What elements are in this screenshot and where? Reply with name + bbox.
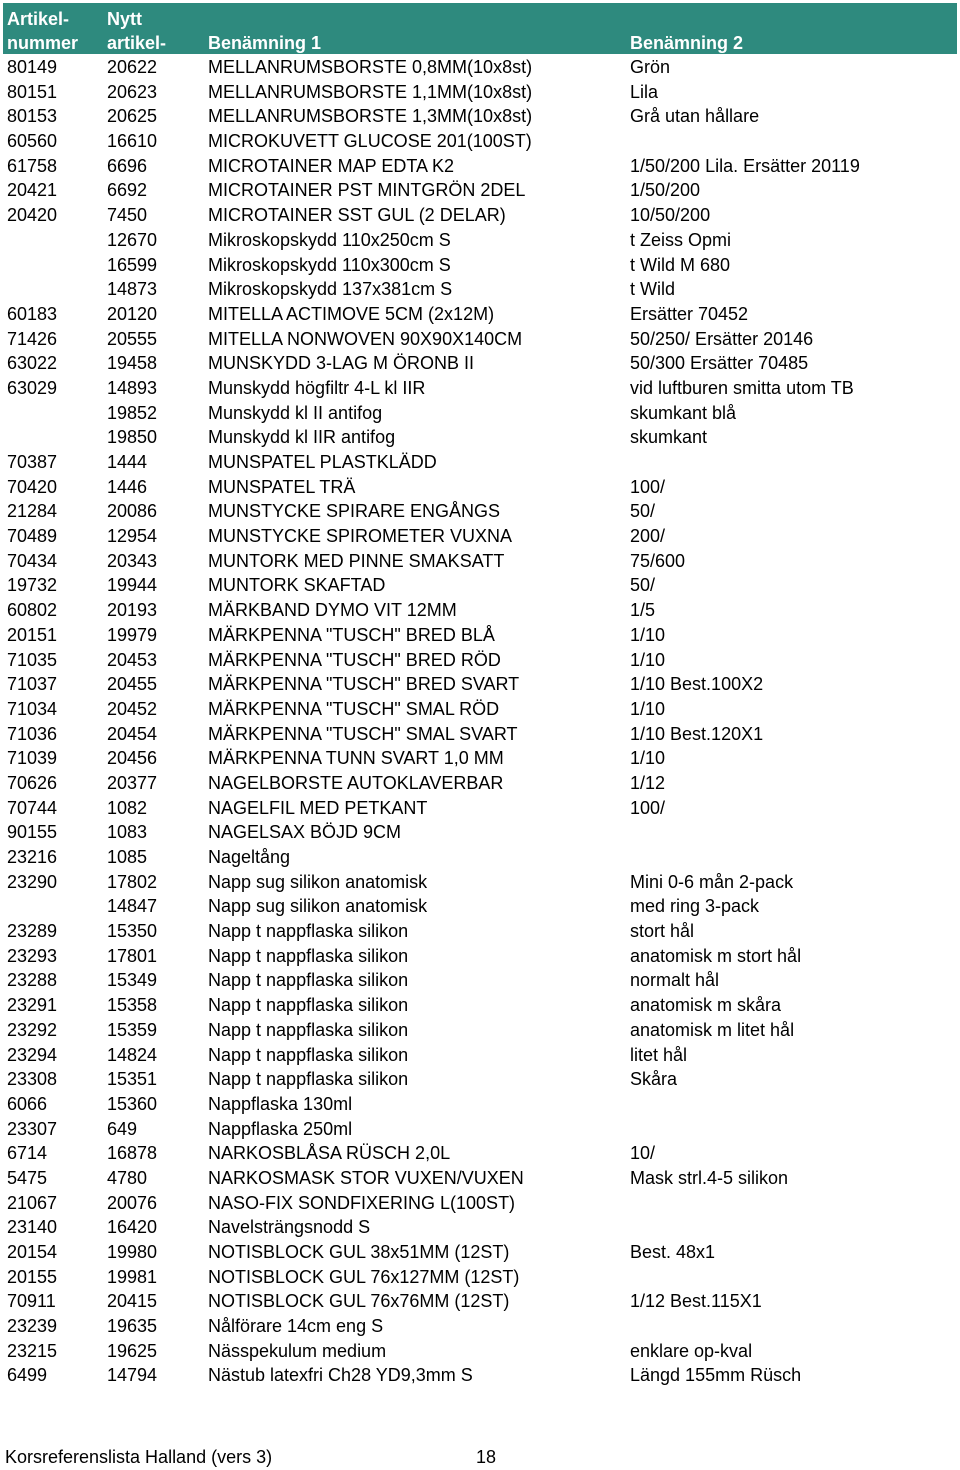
table-row <box>0 277 960 302</box>
description-1-cell: NASO-FIX SONDFIXERING L(100ST) <box>208 1192 516 1213</box>
description-1-cell: Mikroskopskydd 110x250cm S <box>208 229 451 250</box>
table-row <box>0 253 960 278</box>
table-row <box>0 129 960 154</box>
description-1-cell: Nålförare 14cm eng S <box>208 1316 384 1337</box>
table-row <box>0 870 960 895</box>
footer-title: Korsreferenslista Halland (vers 3) <box>5 1447 273 1467</box>
description-2-cell: 1/5 <box>630 600 656 621</box>
description-1-cell: Nappflaska 250ml <box>208 1118 353 1139</box>
description-2-cell: 50/ <box>630 575 656 596</box>
description-1-cell: Nästub latexfri Ch28 YD9,3mm S <box>208 1365 473 1386</box>
new-article-number-cell: 14873 <box>107 279 158 300</box>
description-2-cell: 100/ <box>630 476 666 497</box>
description-1-cell: MÄRKBAND DYMO VIT 12MM <box>208 600 457 621</box>
new-article-number-cell: 15359 <box>107 1019 158 1040</box>
description-1-cell: Mikroskopskydd 137x381cm S <box>208 279 453 300</box>
new-article-number-cell: 20452 <box>107 698 158 719</box>
table-row <box>0 919 960 944</box>
description-1-cell: MUNSTYCKE SPIROMETER VUXNA <box>208 526 513 547</box>
table-row <box>0 894 960 919</box>
description-1-cell: MUNSPATEL TRÄ <box>208 476 356 497</box>
header-col1-line1: Artikel- <box>7 9 70 29</box>
table-row <box>0 351 960 376</box>
table-row <box>0 104 960 129</box>
description-2-cell: 10/ <box>630 1143 656 1164</box>
description-1-cell: MUNTORK MED PINNE SMAKSATT <box>208 550 505 571</box>
description-2-cell: Grön <box>630 57 671 77</box>
table-row <box>0 55 960 80</box>
new-article-number-cell: 14893 <box>107 377 158 398</box>
description-1-cell: NAGELFIL MED PETKANT <box>208 797 428 818</box>
table-row <box>0 154 960 179</box>
old-article-number-cell: 90155 <box>7 822 58 843</box>
old-article-number-cell: 20151 <box>7 624 58 645</box>
new-article-number-cell: 20453 <box>107 649 158 670</box>
new-article-number-cell: 19944 <box>107 575 158 596</box>
table-row <box>0 623 960 648</box>
new-article-number-cell: 19625 <box>107 1340 158 1361</box>
description-1-cell: Napp t nappflaska silikon <box>208 1044 409 1065</box>
description-1-cell: Napp sug silikon anatomisk <box>208 871 428 892</box>
table-row <box>0 327 960 352</box>
old-article-number-cell: 70626 <box>7 772 58 793</box>
new-article-number-cell: 20193 <box>107 600 158 621</box>
table-row <box>0 228 960 253</box>
description-1-cell: Munskydd kl IIR antifog <box>208 427 396 448</box>
description-2-cell: Best. 48x1 <box>630 1242 716 1262</box>
description-2-cell: litet hål <box>630 1044 688 1065</box>
description-2-cell: 1/50/200 <box>630 180 701 201</box>
table-row <box>0 1117 960 1142</box>
table-row <box>0 1215 960 1240</box>
description-1-cell: Napp t nappflaska silikon <box>208 970 409 991</box>
old-article-number-cell: 70387 <box>7 452 58 472</box>
new-article-number-cell: 20086 <box>107 501 158 522</box>
table-row <box>0 1265 960 1290</box>
footer-page-number: 18 <box>476 1447 497 1467</box>
table-row <box>0 1043 960 1068</box>
description-1-cell: MÄRKPENNA "TUSCH" SMAL SVART <box>208 723 518 744</box>
table-row <box>0 178 960 203</box>
description-2-cell: 50/ <box>630 501 656 522</box>
old-article-number-cell: 80153 <box>7 106 58 127</box>
new-article-number-cell: 19852 <box>107 402 158 423</box>
description-1-cell: MÄRKPENNA "TUSCH" BRED RÖD <box>208 649 501 670</box>
description-2-cell: 1/10 Best.120X1 <box>630 723 764 744</box>
description-1-cell: MÄRKPENNA "TUSCH" SMAL RÖD <box>208 698 500 719</box>
table-row <box>0 1067 960 1092</box>
new-article-number-cell: 20625 <box>107 106 158 127</box>
old-article-number-cell: 6499 <box>7 1365 48 1386</box>
description-2-cell: t Zeiss Opmi <box>630 229 732 250</box>
header-col4: Benämning 2 <box>630 33 744 53</box>
old-article-number-cell: 23239 <box>7 1316 58 1337</box>
old-article-number-cell: 20421 <box>7 180 58 201</box>
description-2-cell: normalt hål <box>630 970 720 991</box>
old-article-number-cell: 63022 <box>7 353 58 374</box>
description-1-cell: MICROTAINER SST GUL (2 DELAR) <box>208 205 506 226</box>
table-body <box>0 55 960 1388</box>
description-1-cell: NARKOSBLÅSA RÜSCH 2,0L <box>208 1143 451 1164</box>
new-article-number-cell: 12670 <box>107 229 158 250</box>
description-1-cell: Nageltång <box>208 847 291 867</box>
header-col1-line2: nummer <box>7 33 79 53</box>
old-article-number-cell: 5475 <box>7 1167 48 1188</box>
new-article-number-cell: 17801 <box>107 945 158 966</box>
header-col2-line1: Nytt <box>107 9 142 29</box>
description-1-cell: MICROTAINER MAP EDTA K2 <box>208 155 455 176</box>
table-row <box>0 302 960 327</box>
description-2-cell: skumkant blå <box>630 402 737 423</box>
old-article-number-cell: 80149 <box>7 57 58 77</box>
description-2-cell: 1/10 <box>630 748 666 769</box>
table-row <box>0 1141 960 1166</box>
description-2-cell: med ring 3-pack <box>630 896 760 917</box>
description-1-cell: Nappflaska 130ml <box>208 1093 353 1114</box>
table-row <box>0 598 960 623</box>
table-row <box>0 549 960 574</box>
description-2-cell: skumkant <box>630 427 708 448</box>
old-article-number-cell: 71036 <box>7 723 58 744</box>
description-1-cell: MITELLA NONWOVEN 90X90X140CM <box>208 328 523 349</box>
table-row <box>0 524 960 549</box>
old-article-number-cell: 23215 <box>7 1340 58 1361</box>
table-row <box>0 845 960 870</box>
old-article-number-cell: 71426 <box>7 328 58 349</box>
old-article-number-cell: 23288 <box>7 970 58 991</box>
table-row <box>0 648 960 673</box>
new-article-number-cell: 16610 <box>107 131 158 152</box>
new-article-number-cell: 17802 <box>107 871 158 892</box>
old-article-number-cell: 63029 <box>7 377 58 398</box>
description-2-cell: anatomisk m stort hål <box>630 945 802 966</box>
new-article-number-cell: 7450 <box>107 205 148 226</box>
description-1-cell: MÄRKPENNA TUNN SVART 1,0 MM <box>208 748 504 769</box>
table-row <box>0 450 960 475</box>
description-2-cell: enklare op-kval <box>630 1340 753 1361</box>
table-row <box>0 573 960 598</box>
new-article-number-cell: 15360 <box>107 1093 158 1114</box>
description-2-cell: 1/10 <box>630 624 666 645</box>
description-1-cell: NARKOSMASK STOR VUXEN/VUXEN <box>208 1167 524 1188</box>
table-row <box>0 697 960 722</box>
table-row <box>0 968 960 993</box>
new-article-number-cell: 20343 <box>107 550 158 571</box>
description-2-cell: stort hål <box>630 921 695 942</box>
new-article-number-cell: 1082 <box>107 797 148 818</box>
new-article-number-cell: 20622 <box>107 57 158 77</box>
table-row <box>0 993 960 1018</box>
description-1-cell: MELLANRUMSBORSTE 1,3MM(10x8st) <box>208 106 533 127</box>
old-article-number-cell: 60183 <box>7 303 58 324</box>
description-2-cell: 1/10 <box>630 698 666 719</box>
new-article-number-cell: 15349 <box>107 970 158 991</box>
description-2-cell: 50/300 Ersätter 70485 <box>630 353 809 374</box>
new-article-number-cell: 14794 <box>107 1365 158 1386</box>
old-article-number-cell: 60802 <box>7 600 58 621</box>
table-row <box>0 1018 960 1043</box>
new-article-number-cell: 15351 <box>107 1069 158 1090</box>
old-article-number-cell: 23289 <box>7 921 58 942</box>
description-1-cell: MUNSTYCKE SPIRARE ENGÅNGS <box>208 501 501 522</box>
new-article-number-cell: 1444 <box>107 452 148 472</box>
old-article-number-cell: 19732 <box>7 575 58 596</box>
old-article-number-cell: 71034 <box>7 698 58 719</box>
description-1-cell: Napp t nappflaska silikon <box>208 1069 409 1090</box>
new-article-number-cell: 14824 <box>107 1044 158 1065</box>
description-1-cell: MUNTORK SKAFTAD <box>208 575 386 596</box>
old-article-number-cell: 70911 <box>7 1291 56 1312</box>
new-article-number-cell: 19979 <box>107 624 158 645</box>
description-2-cell: 1/12 Best.115X1 <box>630 1291 762 1312</box>
old-article-number-cell: 71035 <box>7 649 58 670</box>
old-article-number-cell: 21067 <box>7 1192 58 1213</box>
description-2-cell: 1/10 Best.100X2 <box>630 674 764 695</box>
description-2-cell: t Wild <box>630 279 675 300</box>
new-article-number-cell: 20415 <box>107 1291 158 1312</box>
old-article-number-cell: 23307 <box>7 1118 58 1139</box>
new-article-number-cell: 20455 <box>107 674 158 695</box>
old-article-number-cell: 6714 <box>7 1143 48 1164</box>
old-article-number-cell: 23292 <box>7 1019 58 1040</box>
table-row <box>0 1289 960 1314</box>
description-2-cell: 75/600 <box>630 550 686 571</box>
description-1-cell: MICROKUVETT GLUCOSE 201(100ST) <box>208 131 532 152</box>
old-article-number-cell: 70489 <box>7 526 58 547</box>
table-row <box>0 820 960 845</box>
new-article-number-cell: 16878 <box>107 1143 158 1164</box>
description-2-cell: anatomisk m litet hål <box>630 1019 795 1040</box>
description-1-cell: MELLANRUMSBORSTE 0,8MM(10x8st) <box>208 57 533 77</box>
description-1-cell: Napp t nappflaska silikon <box>208 995 409 1016</box>
table-row <box>0 944 960 969</box>
description-2-cell: Skåra <box>630 1069 678 1090</box>
description-1-cell: Napp sug silikon anatomisk <box>208 896 428 917</box>
table-row <box>0 425 960 450</box>
new-article-number-cell: 16420 <box>107 1217 158 1238</box>
new-article-number-cell: 6692 <box>107 180 148 201</box>
table-row <box>0 746 960 771</box>
description-1-cell: MÄRKPENNA "TUSCH" BRED BLÅ <box>208 624 495 645</box>
description-1-cell: NOTISBLOCK GUL 76x127MM (12ST) <box>208 1266 520 1287</box>
table-row <box>0 1191 960 1216</box>
old-article-number-cell: 70744 <box>7 797 58 818</box>
new-article-number-cell: 20555 <box>107 328 158 349</box>
description-1-cell: NAGELSAX BÖJD 9CM <box>208 822 402 843</box>
new-article-number-cell: 14847 <box>107 896 158 917</box>
description-1-cell: Napp t nappflaska silikon <box>208 945 409 966</box>
table-row <box>0 80 960 105</box>
new-article-number-cell: 1446 <box>107 476 148 497</box>
description-2-cell: 50/250/ Ersätter 20146 <box>630 328 814 349</box>
table-row <box>0 722 960 747</box>
old-article-number-cell: 20154 <box>7 1242 58 1262</box>
header-col2-line2: artikel- <box>107 33 167 53</box>
description-2-cell: 10/50/200 <box>630 205 711 226</box>
new-article-number-cell: 19458 <box>107 353 158 374</box>
old-article-number-cell: 70420 <box>7 476 58 497</box>
new-article-number-cell: 1085 <box>107 847 148 867</box>
old-article-number-cell: 71037 <box>7 674 58 695</box>
description-2-cell: Mask strl.4-5 silikon <box>630 1167 789 1188</box>
new-article-number-cell: 20623 <box>107 81 158 102</box>
table-row <box>0 1339 960 1364</box>
table-row <box>0 203 960 228</box>
old-article-number-cell: 23290 <box>7 871 58 892</box>
new-article-number-cell: 4780 <box>107 1167 148 1188</box>
description-2-cell: 200/ <box>630 526 666 547</box>
new-article-number-cell: 20456 <box>107 748 158 769</box>
new-article-number-cell: 1083 <box>107 822 148 843</box>
description-2-cell: anatomisk m skåra <box>630 995 782 1016</box>
table-row <box>0 672 960 697</box>
header-col3: Benämning 1 <box>208 33 322 53</box>
description-1-cell: NAGELBORSTE AUTOKLAVERBAR <box>208 772 504 793</box>
description-1-cell: Mikroskopskydd 110x300cm S <box>208 254 451 275</box>
new-article-number-cell: 19635 <box>107 1316 158 1337</box>
new-article-number-cell: 19850 <box>107 427 158 448</box>
description-1-cell: MITELLA ACTIMOVE 5CM (2x12M) <box>208 303 495 324</box>
table-row <box>0 1240 960 1265</box>
new-article-number-cell: 649 <box>107 1118 138 1139</box>
description-2-cell: Lila <box>630 81 659 102</box>
description-1-cell: MUNSKYDD 3-LAG M ÖRONB II <box>208 353 475 374</box>
description-1-cell: NOTISBLOCK GUL 38x51MM (12ST) <box>208 1242 510 1262</box>
old-article-number-cell: 61758 <box>7 155 58 176</box>
table-row <box>0 796 960 821</box>
old-article-number-cell: 23216 <box>7 847 58 867</box>
old-article-number-cell: 20155 <box>7 1266 58 1287</box>
new-article-number-cell: 20454 <box>107 723 158 744</box>
description-2-cell: vid luftburen smitta utom TB <box>630 377 854 398</box>
old-article-number-cell: 23308 <box>7 1069 58 1090</box>
new-article-number-cell: 20120 <box>107 303 158 324</box>
description-1-cell: MELLANRUMSBORSTE 1,1MM(10x8st) <box>208 81 533 102</box>
description-1-cell: Munskydd kl II antifog <box>208 402 383 423</box>
new-article-number-cell: 6696 <box>107 155 148 176</box>
description-2-cell: Längd 155mm Rüsch <box>630 1365 802 1386</box>
description-1-cell: Navelsträngsnodd S <box>208 1217 371 1238</box>
old-article-number-cell: 23291 <box>7 995 58 1016</box>
old-article-number-cell: 23140 <box>7 1217 58 1238</box>
description-1-cell: MICROTAINER PST MINTGRÖN 2DEL <box>208 180 526 201</box>
table-row <box>0 401 960 426</box>
new-article-number-cell: 20076 <box>107 1192 158 1213</box>
new-article-number-cell: 15358 <box>107 995 158 1016</box>
old-article-number-cell: 6066 <box>7 1093 48 1114</box>
new-article-number-cell: 19981 <box>107 1266 158 1287</box>
description-2-cell: Ersätter 70452 <box>630 303 749 324</box>
description-2-cell: 1/12 <box>630 772 666 793</box>
old-article-number-cell: 21284 <box>7 501 58 522</box>
new-article-number-cell: 20377 <box>107 772 158 793</box>
description-1-cell: Munskydd högfiltr 4-L kl IIR <box>208 377 426 398</box>
description-1-cell: NOTISBLOCK GUL 76x76MM (12ST) <box>208 1291 510 1312</box>
old-article-number-cell: 71039 <box>7 748 58 769</box>
old-article-number-cell: 20420 <box>7 205 58 226</box>
table-row <box>0 771 960 796</box>
description-2-cell: Mini 0-6 mån 2-pack <box>630 871 794 892</box>
table-row <box>0 1166 960 1191</box>
table-header <box>3 3 957 54</box>
description-2-cell: Grå utan hållare <box>630 106 760 127</box>
table-row <box>0 499 960 524</box>
old-article-number-cell: 80151 <box>7 81 58 102</box>
description-1-cell: Nässpekulum medium <box>208 1340 387 1361</box>
table-row <box>0 475 960 500</box>
new-article-number-cell: 19980 <box>107 1242 158 1262</box>
old-article-number-cell: 23293 <box>7 945 58 966</box>
description-2-cell: 1/50/200 Lila. Ersätter 20119 <box>630 155 860 176</box>
table-row <box>0 376 960 401</box>
table-row <box>0 1092 960 1117</box>
description-1-cell: MUNSPATEL PLASTKLÄDD <box>208 452 437 472</box>
description-1-cell: Napp t nappflaska silikon <box>208 921 409 942</box>
table-row <box>0 1314 960 1339</box>
description-2-cell: 100/ <box>630 797 666 818</box>
description-1-cell: MÄRKPENNA "TUSCH" BRED SVART <box>208 674 520 695</box>
description-2-cell: 1/10 <box>630 649 666 670</box>
old-article-number-cell: 60560 <box>7 131 58 152</box>
description-1-cell: Napp t nappflaska silikon <box>208 1019 409 1040</box>
old-article-number-cell: 23294 <box>7 1044 58 1065</box>
old-article-number-cell: 70434 <box>7 550 58 571</box>
description-2-cell: t Wild M 680 <box>630 254 731 275</box>
new-article-number-cell: 12954 <box>107 526 158 547</box>
table-row <box>0 1363 960 1388</box>
new-article-number-cell: 16599 <box>107 254 158 275</box>
new-article-number-cell: 15350 <box>107 921 158 942</box>
